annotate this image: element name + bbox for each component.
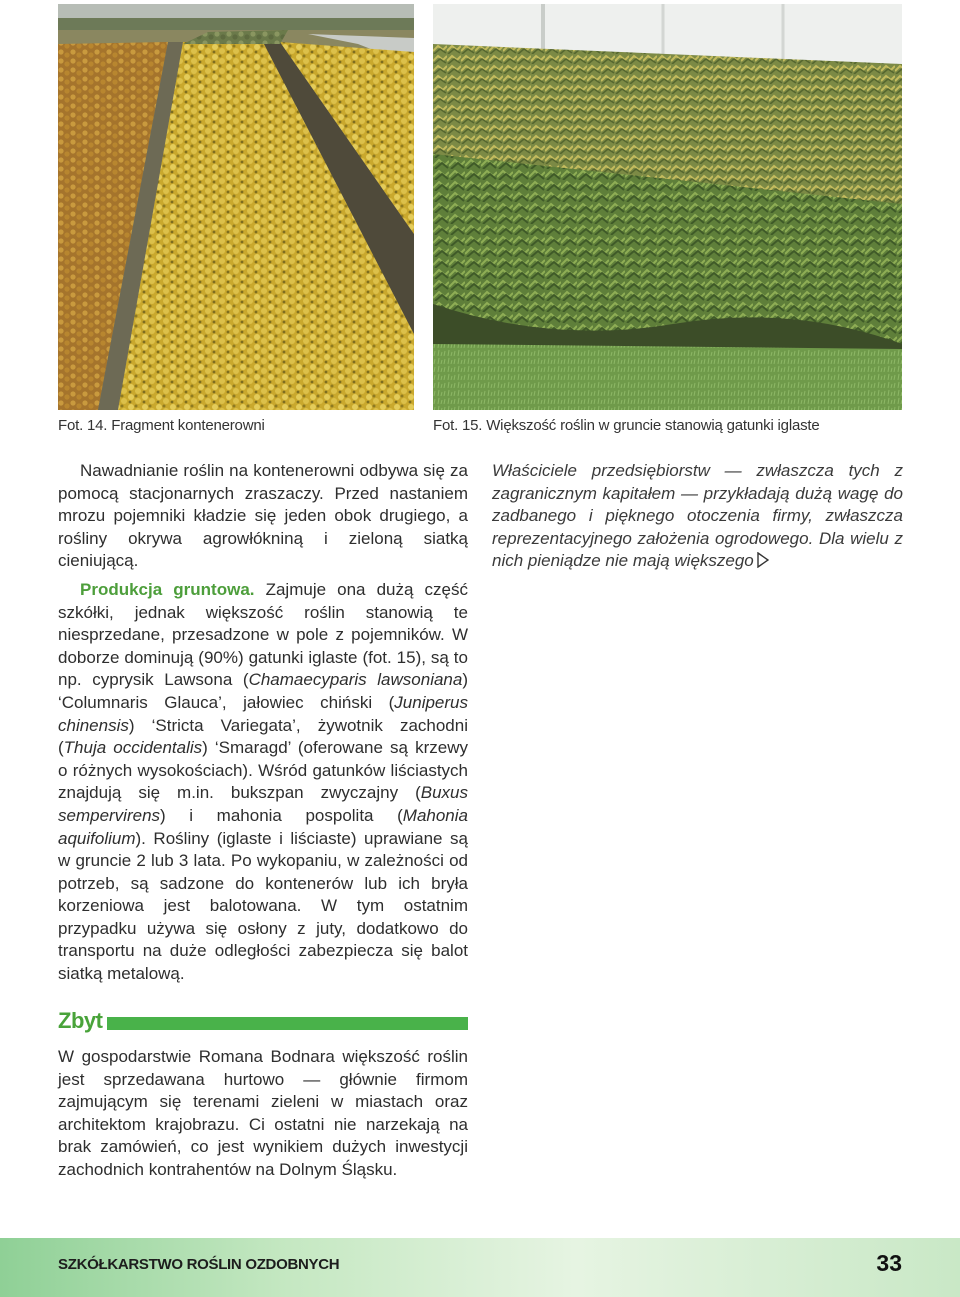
latin-name: Mahonia aquifolium (58, 805, 468, 848)
section-heading (58, 1008, 468, 1038)
text-segment: ) ‘Stricta Variegata’, żywotnik zachodni ( (58, 715, 468, 758)
right-column-text (492, 460, 903, 575)
page-number: 33 (876, 1250, 902, 1276)
latin-name: Buxus sempervirens (58, 783, 468, 825)
section-title: Zbyt (58, 1008, 103, 1033)
figure-caption-fot14: Fot. 14. Fragment kontenerowni (58, 417, 265, 434)
page-footer (0, 1238, 960, 1297)
sales-column-text (58, 1046, 468, 1182)
section-rule (107, 1017, 468, 1030)
paragraph-irrigation: Nawadnianie roślin na kontenerowni odbywa się za pomocą stacjonarnych zraszaczy. Przed nastaniem mrozu pojemniki kładzie się jeden obok drugiego, a rośliny okrywa agrowłókniną i zieloną siatką cieniującą. (58, 461, 468, 571)
left-column-text (58, 460, 468, 986)
text-segment: ) ‘Columnaris Glauca’, jałowiec chiński ( (58, 670, 469, 712)
text-segment: ). Rośliny (iglaste i liściaste) uprawiane są w gruncie 2 lub 3 lata. Po wykopaniu, w zależności od potrzeb, są sadzone do kontenerów lub ich bryła korzeniowa jest balotowana. W tym ostatnim przypadku używa się osłony z juty, dodatkowo do transportu na duże odległości zabezpiecza się balot siatką metalową. (58, 828, 468, 984)
paragraph-sales: W gospodarstwie Romana Bodnara większość roślin jest sprzedawana hurtowo — głównie firmom zajmującym się terenami zieleni w miastach oraz architektom krajobrazu. Ci ostatni nie narzekają na brak zamówień, co jest wynikiem dużych inwestycji zachodnich kontrahentów na Dolnym Śląsku. (58, 1047, 468, 1179)
photo-container-nursery (58, 4, 414, 410)
running-title: SZKÓŁKARSTWO ROŚLIN OZDOBNYCH (58, 1256, 340, 1273)
photo-conifers-in-ground (433, 4, 902, 410)
continue-arrow-icon (757, 552, 769, 575)
text-segment: ) i mahonia pospolita ( (160, 805, 403, 825)
runin-heading: Produkcja gruntowa. (80, 579, 255, 599)
text-segment: Właściciele przedsiębiorstw — zwłaszcza tych z zagranicznym kapitałem — przykładają dużą wagę do zadbanego i pięknego otoczenia firmy, zwłaszcza reprezentacyjnego założenia ogrodowego. Dla wielu z nich pieniądze nie mają większego (492, 461, 903, 571)
paragraph-ground-production (58, 579, 468, 986)
figure-caption-fot15: Fot. 15. Większość roślin w gruncie stanowią gatunki iglaste (433, 417, 820, 434)
text-segment: Zajmuje ona dużą część szkółki, jednak większość roślin stanowią te niesprzedane, przesadzone w pole z pojemników. W doborze dominują (90%) gatunki iglaste (fot. 15), są to np. cyprysik Lawsona ( (58, 579, 468, 690)
latin-name: Thuja occidentalis (63, 738, 203, 758)
text-segment: ) ‘Smaragd’ (oferowane są krzewy o różnych wysokościach). Wśród gatunków liściastych znajdują się m.in. bukszpan zwyczajny ( (58, 738, 468, 803)
latin-name: Chamaecyparis lawsoniana (248, 670, 463, 690)
paragraph-owners (492, 460, 903, 575)
latin-name: Juniperus chinensis (58, 692, 468, 735)
